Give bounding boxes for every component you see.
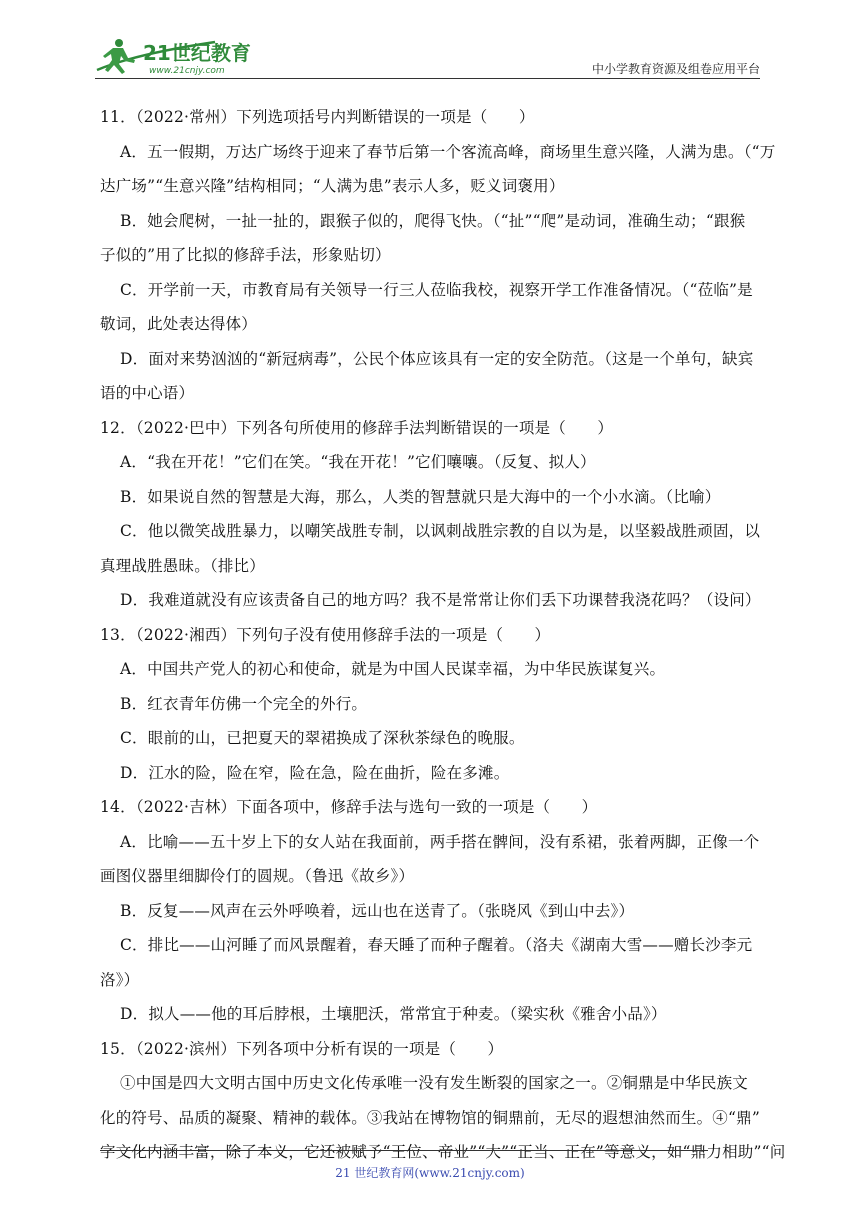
option-line: C．开学前一天，市教育局有关领导一行三人莅临我校，视察开学工作准备情况。（“莅临”是 <box>120 280 753 299</box>
option-line: B．如果说自然的智慧是大海，那么，人类的智慧就只是大海中的一个小水滴。（比喻） <box>120 487 721 506</box>
option-line: A．五一假期，万达广场终于迎来了春节后第一个客流高峰，商场里生意兴隆，人满为患。（“万 <box>120 142 776 161</box>
option-line: ①中国是四大文明古国中历史文化传承唯一没有发生断裂的国家之一。②铜鼎是中华民族文 <box>120 1074 749 1092</box>
footer-divider <box>100 1150 708 1151</box>
option-line: D．江水的险，险在窄，险在急，险在曲折，险在多滩。 <box>120 763 510 782</box>
question-stem: 15．（2022·滨州）下列各项中分析有误的一项是（ ） <box>100 1039 504 1058</box>
option-line: 字文化内涵丰富，除了本义，它还被赋予“王位、帝业”“大”“正当、正在”等意义，如“鼎力相助”“问 <box>100 1143 786 1161</box>
option-line: C．他以微笑战胜暴力，以嘲笑战胜专制，以讽刺战胜宗教的自以为是，以坚毅战胜顽固，以 <box>120 522 761 540</box>
question-stem: 11．（2022·常州）下列选项括号内判断错误的一项是（ ） <box>100 108 535 126</box>
option-line: A．中国共产党人的初心和使命，就是为中国人民谋幸福，为中华民族谋复兴。 <box>120 660 666 678</box>
question-stem: 13．（2022·湘西）下列句子没有使用修辞手法的一项是（ ） <box>100 625 551 644</box>
option-line: B．她会爬树，一扯一扯的，跟猴子似的，爬得飞快。（“扯”“爬”是动词，准确生动；“跟猴 <box>120 211 746 230</box>
option-line: D．我难道就没有应该责备自己的地方吗？我不是常常让你们丢下功课替我浇花吗？（设问） <box>120 591 761 609</box>
option-line: D．面对来势汹汹的“新冠病毒”，公民个体应该具有一定的安全防范。（这是一个单句，缺宾 <box>120 349 754 368</box>
platform-label: 中小学教育资源及组卷应用平台 <box>591 62 760 76</box>
option-line: A．“我在开花！”它们在笑。“我在开花！”它们嚷嚷。（反复、拟人） <box>120 453 596 471</box>
question-list <box>100 100 786 1170</box>
option-line: A．比喻——五十岁上下的女人站在我面前，两手搭在髀间，没有系裙，张着两脚，正像一个 <box>120 832 760 851</box>
option-line: 真理战胜愚昧。（排比） <box>100 556 265 575</box>
option-line: 敬词，此处表达得体） <box>100 315 258 333</box>
header-divider <box>95 78 760 79</box>
option-line: B．红衣青年仿佛一个完全的外行。 <box>120 694 368 713</box>
option-line: D．拟人——他的耳后脖根，土壤肥沃，常常宜于种麦。（梁实秋《雅舍小品》） <box>120 1005 667 1023</box>
option-line: 洛》） <box>100 970 140 989</box>
logo-url: www.21cnjy.com <box>149 66 225 76</box>
option-line: 画图仪器里细脚伶仃的圆规。（鲁迅《故乡》） <box>100 867 415 885</box>
option-line: 化的符号、品质的凝聚、精神的载体。③我站在博物馆的铜鼎前，无尽的遐想油然而生。④“鼎” <box>100 1108 760 1127</box>
logo-21cnjy <box>95 34 255 78</box>
footer-text: 21 世纪教育网(www.21cnjy.com) <box>335 1166 525 1180</box>
logo-text: 21世纪教育 <box>143 41 251 65</box>
option-line: 子似的”用了比拟的修辞手法，形象贴切） <box>100 246 391 264</box>
option-line: 达广场”“生意兴隆”结构相同；“人满为患”表示人多，贬义词褒用） <box>100 177 565 195</box>
option-line: B．反复——风声在云外呼唤着，远山也在送青了。（张晓风《到山中去》） <box>120 901 635 920</box>
option-line: 语的中心语） <box>100 384 195 402</box>
option-line: C．排比——山河睡了而风景醒着，春天睡了而种子醒着。（洛夫《湖南大雪——赠长沙李元 <box>120 936 753 954</box>
question-stem: 12．（2022·巴中）下列各句所使用的修辞手法判断错误的一项是（ ） <box>100 418 614 437</box>
question-stem: 14．（2022·吉林）下面各项中，修辞手法与选句一致的一项是（ ） <box>100 798 598 816</box>
page-header <box>95 34 760 82</box>
option-line: C．眼前的山，已把夏天的翠裙换成了深秋茶绿色的晚服。 <box>120 729 525 747</box>
